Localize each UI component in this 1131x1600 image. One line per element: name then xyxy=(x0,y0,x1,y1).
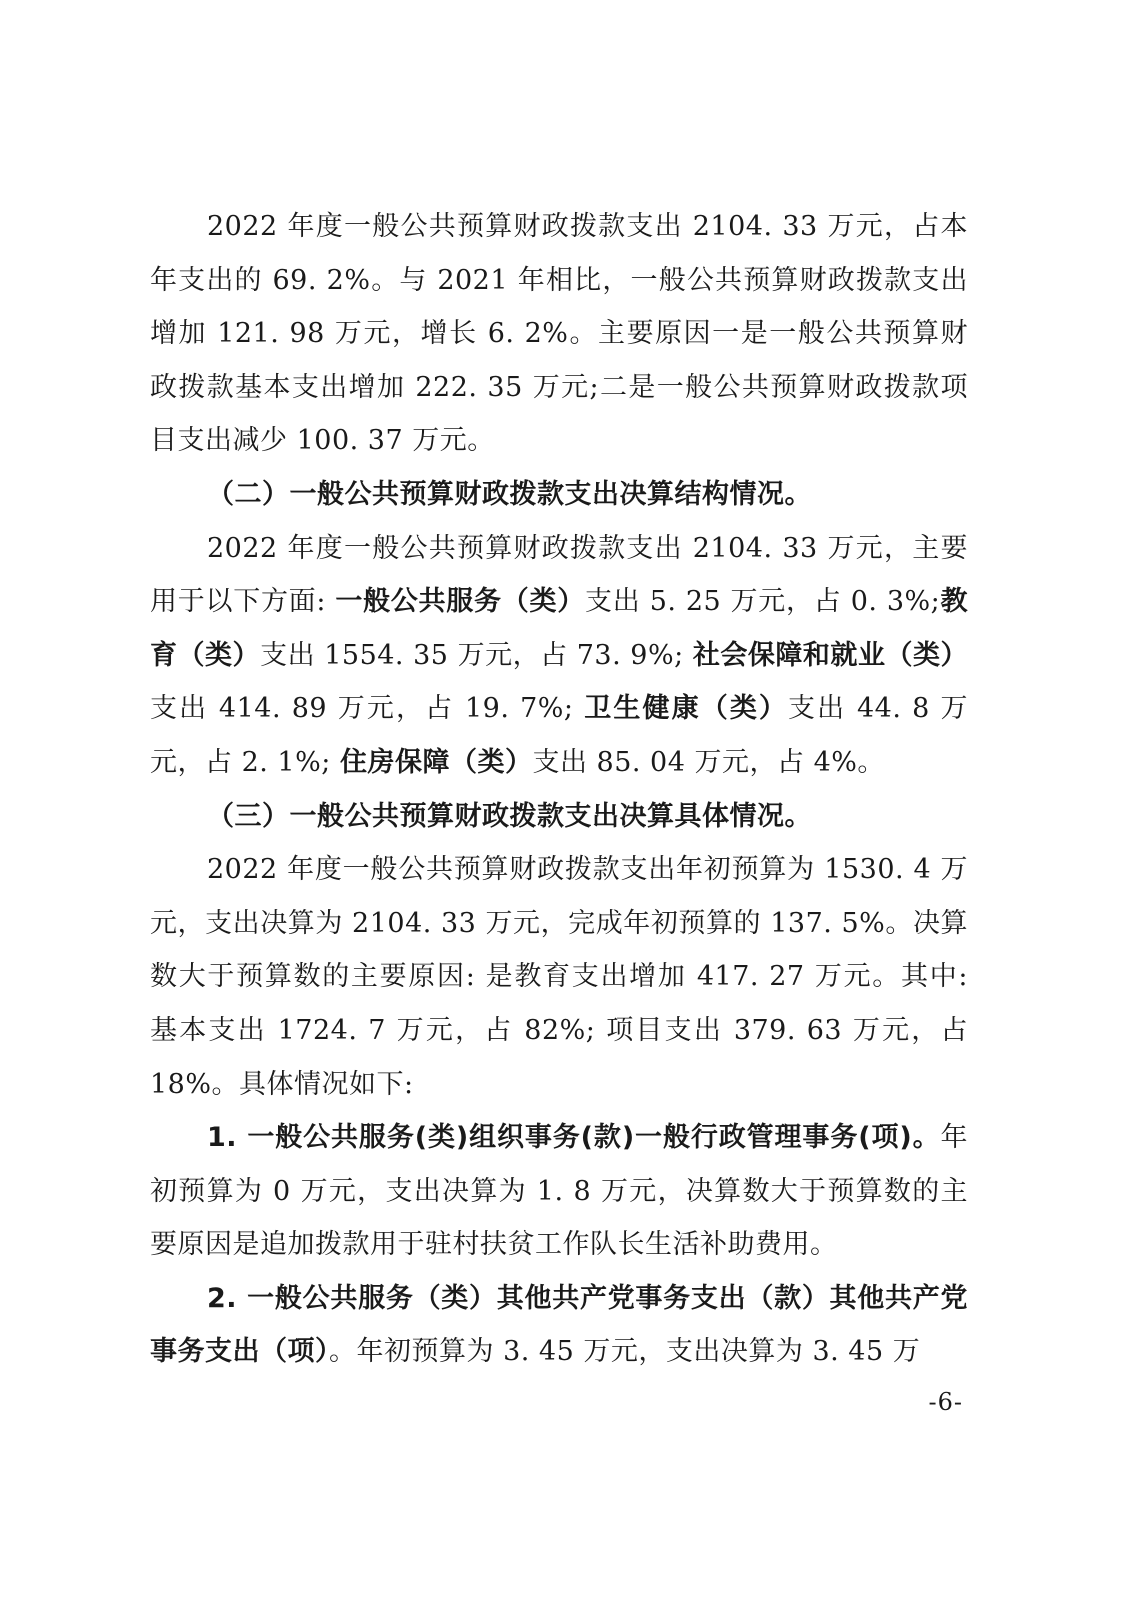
category-housing-amount: 支出 85. 04 万元，占 4%。 xyxy=(532,746,885,778)
item-2-text: 。年初预算为 3. 45 万元，支出决算为 3. 45 万 xyxy=(329,1336,921,1368)
page-number: -6- xyxy=(928,1388,963,1416)
category-social-security: 社会保障和就业（类） xyxy=(692,639,968,671)
structure-intro: 2022 年度一般公共预算财政拨款支出 2104. 33 万元，主要用于以下方面: xyxy=(150,532,968,618)
section-heading-structure: （二）一般公共预算财政拨款支出决算结构情况。 xyxy=(207,478,812,510)
category-social-security-amount: 支出 414. 89 万元，占 19. 7%; xyxy=(150,693,585,725)
category-housing: 住房保障（类） xyxy=(339,746,533,778)
category-general-public-services: 一般公共服务（类） xyxy=(335,586,585,618)
paragraph-item-1 xyxy=(150,1111,968,1272)
paragraph-expenditure-details: 2022 年度一般公共预算财政拨款支出年初预算为 1530. 4 万元，支出决算为 2104. 33 万元，完成年初预算的 137. 5%。决算数大于预算数的主要原因: 是教育支出增加 417. 27 万元。其中: 基本支出 1724. 7 万元，占 82%; 项目支出 379. 63 万元，占 18%。具体情况如下: xyxy=(150,854,968,1100)
category-health: 卫生健康（类） xyxy=(584,693,789,725)
item-2-title: 2. 一般公共服务（类）其他共产党事务支出（款）其他共产党事务支出（项） xyxy=(150,1282,968,1368)
category-education-amount: 支出 1554. 35 万元，占 73. 9%; xyxy=(260,639,693,671)
paragraph-expenditure-structure xyxy=(150,522,968,790)
item-1-text: 年初预算为 0 万元，支出决算为 1. 8 万元，决算数大于预算数的主要原因是追加拨款用于驻村扶贫工作队长生活补助费用。 xyxy=(150,1122,968,1261)
paragraph-expenditure-overview: 2022 年度一般公共预算财政拨款支出 2104. 33 万元，占本年支出的 69. 2%。与 2021 年相比，一般公共预算财政拨款支出增加 121. 98 万元，增长 6. 2%。主要原因一是一般公共预算财政拨款基本支出增加 222. 35 万元;二是一般公共预算财政拨款项目支出减少 100. 37 万元。 xyxy=(150,211,968,457)
category-general-public-services-amount: 支出 5. 25 万元，占 0. 3%; xyxy=(584,586,941,618)
category-education: 教育（类） xyxy=(150,586,969,671)
section-heading-details: （三）一般公共预算财政拨款支出决算具体情况。 xyxy=(207,800,812,832)
paragraph-item-2 xyxy=(150,1272,968,1379)
category-health-amount: 支出 44. 8 万元，占 2. 1%; xyxy=(150,693,968,778)
document-body xyxy=(150,200,968,1379)
item-1-title: 1. 一般公共服务(类)组织事务(款)一般行政管理事务(项)。 xyxy=(207,1122,941,1154)
